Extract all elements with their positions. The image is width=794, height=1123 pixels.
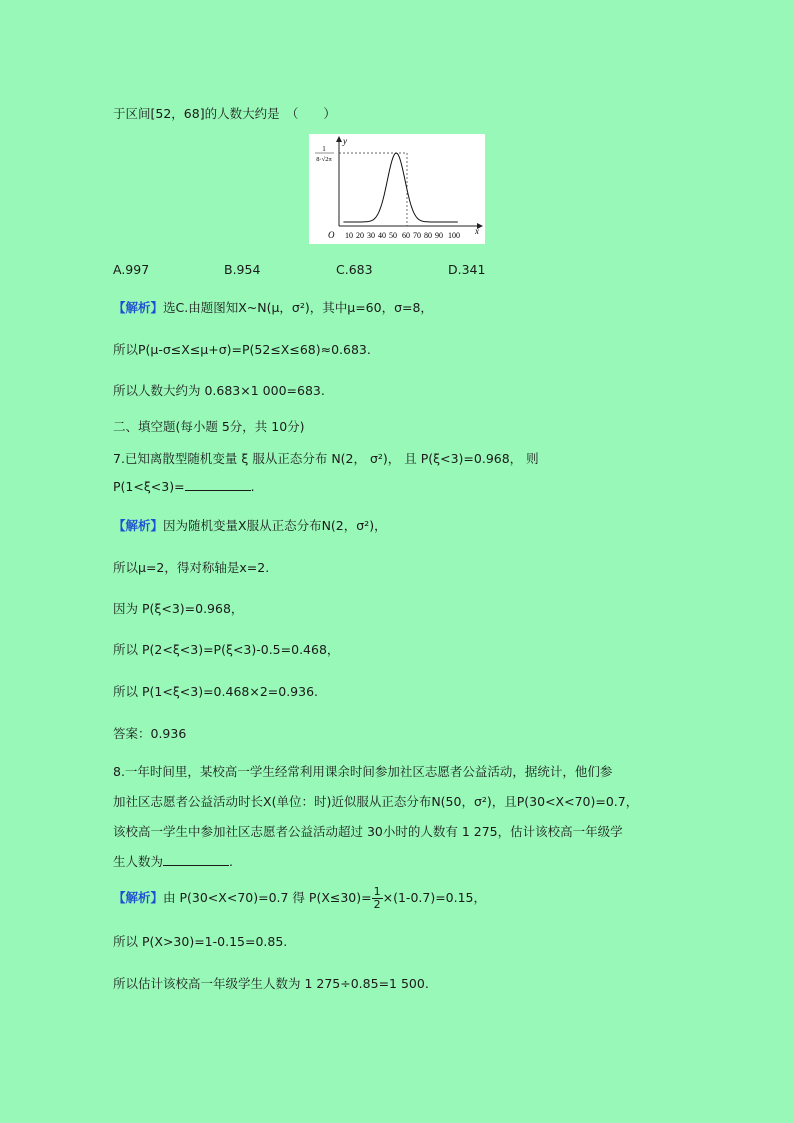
q7-answer-blank [185, 478, 251, 491]
q8-solution-line-1 [113, 886, 486, 911]
q7-stem-text-2: P(1<ξ<3)= [113, 479, 185, 494]
q8-solution-text-1b: ×(1-0.7)=0.15， [382, 890, 487, 905]
x-tick-label: 40 [378, 231, 386, 240]
q7-stem-line-2: P(1<ξ<3)= . [113, 479, 255, 494]
fraction-one-half [372, 886, 383, 911]
q8-answer-blank [163, 853, 229, 866]
q8-stem-line-2: 加社区志愿者公益活动时长X(单位：时)近似服从正态分布N(50，σ²)，且P(30<X<70)=0.7， [113, 794, 639, 809]
q8-stem-line-4: 生人数为 . [113, 854, 233, 869]
origin-label: O [328, 230, 335, 240]
q7-solution-line-2: 所以μ=2，得对称轴是x=2. [113, 560, 270, 575]
q6-stem: 于区间[52，68]的人数大约是 （ ） [113, 106, 336, 121]
q7-solution-line-4: 所以 P(2<ξ<3)=P(ξ<3)-0.5=0.468， [113, 642, 340, 657]
section-header: 二、填空题(每小题 5分，共 10分) [113, 419, 305, 434]
q8-stem-line-3: 该校高一学生中参加社区志愿者公益活动超过 30小时的人数有 1 275，估计该校高一年级学 [113, 824, 623, 839]
x-tick-label: 50 [389, 231, 397, 240]
normal-curve [343, 153, 457, 222]
peak-label-numerator: 1 [322, 145, 326, 153]
normal-curve-graph [309, 134, 485, 244]
x-axis-label: x [475, 226, 479, 236]
fraction-numerator: 1 [373, 885, 381, 898]
fraction-denominator: 2 [373, 898, 381, 911]
x-tick-label: 70 [413, 231, 421, 240]
q6-option-a: A.997 [113, 262, 150, 277]
q7-stem-line-1: 7.已知离散型随机变量 ξ 服从正态分布 N(2， σ²)， 且 P(ξ<3)=0.968， 则 [113, 451, 539, 466]
x-tick-labels [345, 231, 460, 240]
x-tick-label: 10 [345, 231, 353, 240]
q7-solution-line-1 [113, 516, 387, 534]
q6-option-d: D.341 [448, 262, 486, 277]
q8-stem-text-4: 生人数为 [113, 854, 164, 869]
normal-distribution-figure [309, 134, 485, 244]
x-tick-label: 90 [435, 231, 443, 240]
x-tick-label: 60 [402, 231, 410, 240]
q7-answer: 答案：0.936 [113, 726, 187, 741]
solution-tag: 【解析】 [113, 300, 164, 315]
q6-option-c: C.683 [336, 262, 373, 277]
x-tick-label: 20 [356, 231, 364, 240]
q7-solution-line-3: 因为 P(ξ<3)=0.968， [113, 601, 244, 616]
q6-solution-line-3: 所以人数大约为 0.683×1 000=683. [113, 383, 325, 398]
q6-solution-line-2: 所以P(μ-σ≤X≤μ+σ)=P(52≤X≤68)≈0.683. [113, 342, 371, 357]
q6-solution-line-1 [113, 298, 433, 316]
q6-solution-text-1: 选C.由题图知X~N(μ，σ²)，其中μ=60，σ=8， [163, 300, 433, 315]
q8-solution-text-1a: 由 P(30<X<70)=0.7 得 P(X≤30)= [163, 890, 372, 905]
y-axis-arrow-icon [336, 136, 342, 142]
x-tick-label: 80 [424, 231, 432, 240]
solution-tag: 【解析】 [113, 890, 164, 905]
q7-solution-line-5: 所以 P(1<ξ<3)=0.468×2=0.936. [113, 684, 319, 699]
y-axis-label: y [343, 136, 347, 146]
q8-stem-line-1: 8.一年时间里，某校高一学生经常利用课余时间参加社区志愿者公益活动，据统计，他们参 [113, 764, 613, 779]
q8-solution-line-3: 所以估计该校高一年级学生人数为 1 275÷0.85=1 500. [113, 976, 429, 991]
q6-option-b: B.954 [224, 262, 261, 277]
x-tick-label: 30 [367, 231, 375, 240]
q7-solution-text-1: 因为随机变量X服从正态分布N(2，σ²)， [163, 518, 387, 533]
solution-tag: 【解析】 [113, 518, 164, 533]
q8-solution-line-2: 所以 P(X>30)=1-0.15=0.85. [113, 934, 288, 949]
x-tick-label: 100 [448, 231, 460, 240]
peak-label-denominator: 8·√2π [316, 156, 332, 163]
